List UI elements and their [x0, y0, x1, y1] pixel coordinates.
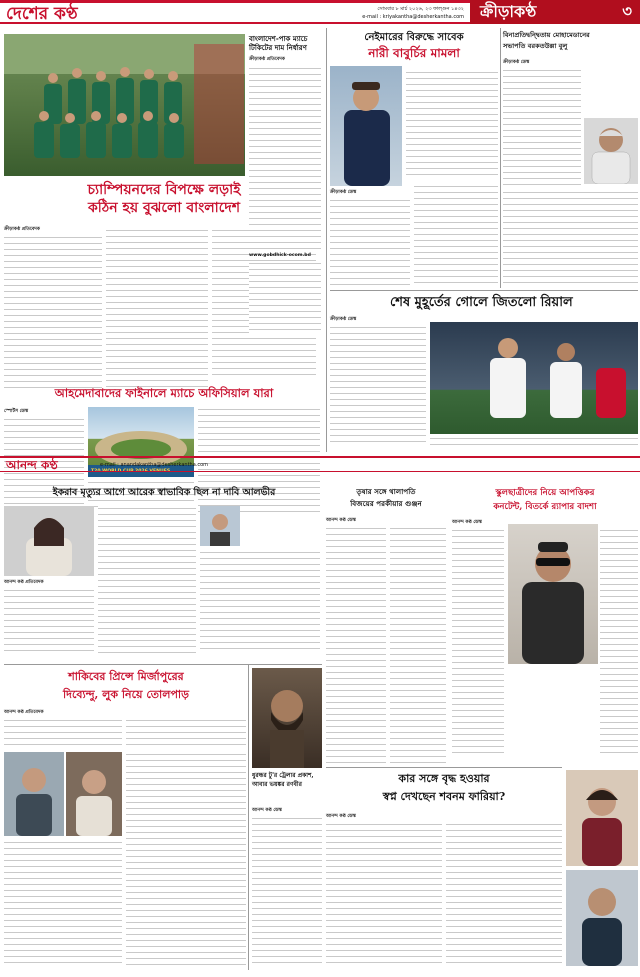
ahmedabad-byline: স্পোর্টস ডেস্ক [4, 409, 29, 414]
bulbul-photo [584, 118, 638, 184]
lead-headline-line2[interactable]: কঠিন হয় বুঝলো বাংলাদেশ [87, 200, 240, 216]
ahmedabad-headline[interactable] [4, 385, 324, 403]
row-rule-1 [4, 664, 322, 665]
lead-body-col2b [106, 228, 208, 388]
alvi-headline-text: ইকরাব মৃত্যুর আগে আরেক স্বাভাবিক ছিল না দাবি আলভীর [52, 487, 276, 498]
bulbul-byline: ক্রীড়াকণ্ঠ ডেস্ক [503, 60, 530, 65]
shawon-byline: আনন্দ কণ্ঠ ডেস্ক [326, 814, 356, 819]
shawon-photo-1 [566, 770, 638, 866]
dhurandhar-photo [252, 668, 322, 768]
badshah-headline-line1: স্কুলছাত্রীদের নিয়ে আপত্তিকর [495, 488, 595, 498]
neymar-headline-line2: নারী বাবুর্চির মামলা [368, 46, 460, 60]
badshah-body-col1 [452, 528, 504, 758]
shawon-headline-line1: কার সঙ্গে বৃদ্ধ হওয়ার [398, 772, 490, 785]
shawon-headline[interactable] [326, 770, 562, 810]
trisha-headline[interactable] [326, 486, 446, 514]
neymar-photo [330, 66, 402, 186]
dhurandhar-headline-text: ধুরন্ধর টু'র ট্রেলার প্রকাশ, আবার ভয়ঙ্কর রণবীর [252, 772, 314, 788]
side-story [249, 34, 321, 374]
lead-headline-line1[interactable]: চ্যাম্পিয়নদের বিপক্ষে লড়াই [87, 182, 241, 198]
shakib-photo-1 [4, 752, 64, 836]
bulbul-headline-line2: সভাপতি বরকতউল্লা বুলু [503, 42, 568, 50]
shawon-body-col2 [446, 822, 562, 966]
badshah-headline[interactable] [452, 486, 638, 516]
col-rule-1 [326, 28, 327, 452]
trisha-byline: আনন্দ কণ্ঠ ডেস্ক [326, 518, 356, 523]
neymar-byline: ক্রীড়াকণ্ঠ ডেস্ক [330, 190, 357, 195]
badshah-body-col2 [600, 528, 638, 758]
shakib-body-col2 [126, 718, 246, 748]
col-rule-2 [500, 28, 501, 288]
trisha-body-col2 [390, 526, 446, 766]
real-headline-text: শেষ মুহূর্তের গোলে জিতলো রিয়াল [390, 295, 573, 310]
alvi-body-col3 [200, 550, 320, 654]
real-byline: ক্রীড়াকণ্ঠ ডেস্ক [330, 317, 357, 322]
ahmedabad-headline-text: আহমেদাবাদের ফাইনালে ম্যাচে অফিসিয়াল যারা [54, 386, 274, 400]
alvi-inset-photo [200, 506, 240, 546]
shakib-headline-line2: দিব্যেন্দু, লুক নিয়ে তোলপাড় [63, 688, 189, 701]
side-story-link[interactable]: www.gobdhick-ocom.bd [249, 253, 311, 259]
ananda-title: আনন্দ কণ্ঠ [6, 458, 58, 472]
trisha-headline-line2: বিজয়ের পরকীয়ার গুঞ্জন [350, 499, 422, 508]
masthead-title: দেশের কণ্ঠ [6, 4, 78, 24]
col-rule-3 [248, 664, 249, 970]
real-photo-caption [430, 436, 638, 446]
alvi-headline[interactable] [4, 486, 324, 500]
shakib-body-col3 [4, 840, 122, 966]
ananda-banner [0, 456, 640, 472]
shawon-photo-2 [566, 870, 638, 966]
shakib-headline-line1: শাকিবের প্রিন্সে মির্জাপুরের [68, 670, 184, 683]
neymar-body-col1 [406, 70, 498, 180]
masthead-center [132, 0, 470, 24]
shawon-body-col1 [326, 822, 442, 966]
section-title: ক্রীড়াকণ্ঠ [480, 2, 537, 21]
side-story-byline: ক্রীড়াকণ্ঠ প্রতিবেদক [249, 57, 285, 62]
side-story-headline[interactable]: বাংলাদেশ-পাক ম্যাচে টিকিটের দাম নির্ধারণ [249, 34, 308, 52]
dhurandhar-headline[interactable] [252, 772, 322, 800]
trisha-body-col1 [326, 526, 386, 766]
side-story-body [249, 66, 321, 251]
neymar-headline-line1: নেইমারের বিরুদ্ধে সাবেক [364, 32, 464, 43]
neymar-headline[interactable] [330, 30, 498, 64]
alvi-body-col1 [4, 588, 94, 654]
trisha-headline-line1: তৃষার সঙ্গে থালাপতি [356, 487, 416, 496]
badshah-headline-line2: কনটেন্ট, বিতর্কে র‌্যাপার বাদশা [493, 502, 597, 512]
lead-body-col1 [4, 235, 102, 388]
page-number: ৩ [622, 2, 632, 20]
side-story-body-2 [249, 261, 321, 333]
team-photo [4, 34, 245, 176]
alvi-body-col2 [98, 506, 196, 654]
row-rule-2 [326, 767, 562, 768]
masthead-date: সোমবার ৮ মার্চ ২০২৬, ২৩ ফাল্গুন ১৪৩২ [377, 6, 464, 12]
real-photo [430, 322, 638, 434]
alvi-byline: আনন্দ কণ্ঠ প্রতিবেদক [4, 580, 44, 585]
shakib-headline[interactable] [4, 668, 248, 704]
bulbul-body-col1 [503, 68, 581, 188]
badshah-photo [508, 524, 598, 664]
ananda-email[interactable]: e-mail : anandakantha@desherkantha.com [100, 462, 209, 468]
shakib-body-col1 [4, 718, 122, 748]
neymar-body-col2 [330, 198, 410, 288]
dhurandhar-body-col1 [252, 816, 322, 966]
badshah-byline: আনন্দ কণ্ঠ ডেস্ক [452, 520, 482, 525]
real-headline[interactable] [330, 290, 638, 312]
masthead-left [0, 0, 132, 24]
neymar-body-col3 [414, 184, 498, 288]
real-body-col1 [330, 325, 426, 445]
bulbul-body-col2 [503, 190, 638, 288]
bulbul-headline-block[interactable] [503, 30, 638, 56]
section-banner [470, 0, 640, 24]
shakib-byline: আনন্দ কণ্ঠ প্রতিবেদক [4, 710, 44, 715]
masthead-email[interactable]: e-mail : kriyakantha@desherkantha.com [362, 14, 464, 20]
stadium-caption: T20 WORLD CUP 2026 VENUES [91, 468, 171, 474]
shakib-body-col4 [126, 752, 246, 966]
lead-byline: ক্রীড়াকণ্ঠ প্রতিবেদক [4, 227, 40, 232]
shawon-headline-line2: স্বপ্ন দেখছেন শবনম ফারিয়া? [382, 790, 506, 803]
alvi-photo [4, 506, 94, 576]
shakib-photo-2 [66, 752, 122, 836]
bulbul-headline-line1: বিনাপ্রতিদ্বন্দ্বিতায় মোহামেডানের [503, 31, 590, 39]
dhurandhar-byline: আনন্দ কণ্ঠ ডেস্ক [252, 808, 282, 813]
